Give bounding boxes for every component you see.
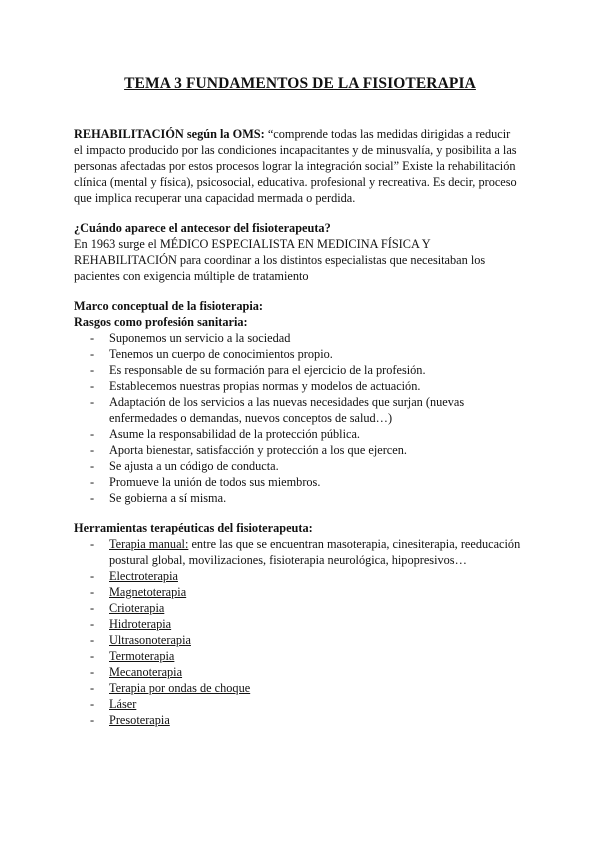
rehab-label: REHABILITACIÓN según la OMS:	[74, 127, 265, 141]
document-body	[74, 126, 522, 728]
list-item: - Termoterapia	[74, 648, 522, 664]
marco-heading: Marco conceptual de la fisioterapia:	[74, 299, 263, 313]
page-title: TEMA 3 FUNDAMENTOS DE LA FISIOTERAPIA	[124, 75, 476, 92]
list-item: - Presoterapia	[74, 712, 522, 728]
list-item: - Hidroterapia	[74, 616, 522, 632]
herramientas-heading: Herramientas terapéuticas del fisioterapeuta:	[74, 521, 313, 535]
list-item: - Aporta bienestar, satisfacción y protección a los que ejercen.	[74, 442, 522, 458]
list-item: - Magnetoterapia	[74, 584, 522, 600]
list-item: - Se ajusta a un código de conducta.	[74, 458, 522, 474]
list-item: - Se gobierna a sí misma.	[74, 490, 522, 506]
rehab-text: “comprende todas las medidas dirigidas a reducir el impacto producido por las condiciones incapacitantes y de minusvalía, y posibilita a las personas afectadas por estos procesos lograr la integración social” Existe la rehabilitación clínica (mental y física), psicosocial, educativa. profesional y recreativa. Es decir, proceso que implica recuperar una capacidad mermada o perdida.	[74, 127, 517, 205]
list-item: - Crioterapia	[74, 600, 522, 616]
herramientas-list	[74, 536, 522, 728]
list-item: - Es responsable de su formación para el ejercicio de la profesión.	[74, 362, 522, 378]
list-item: - Suponemos un servicio a la sociedad	[74, 330, 522, 346]
list-item: - Mecanoterapia	[74, 664, 522, 680]
rasgos-list	[74, 330, 522, 506]
list-item: - Láser	[74, 696, 522, 712]
antecesor-question: ¿Cuándo aparece el antecesor del fisioterapeuta?	[74, 221, 331, 235]
list-item: - Terapia por ondas de choque	[74, 680, 522, 696]
list-item: - Electroterapia	[74, 568, 522, 584]
list-item	[74, 536, 522, 568]
terapia-manual-label: Terapia manual:	[109, 537, 189, 551]
list-item: - Tenemos un cuerpo de conocimientos propio.	[74, 346, 522, 362]
list-item: - Establecemos nuestras propias normas y modelos de actuación.	[74, 378, 522, 394]
marco-subheading: Rasgos como profesión sanitaria:	[74, 315, 248, 329]
herramientas-section	[74, 520, 522, 728]
rehab-paragraph	[74, 126, 522, 206]
list-item: - Promueve la unión de todos sus miembros.	[74, 474, 522, 490]
antecesor-section	[74, 220, 522, 284]
list-item: - Ultrasonoterapia	[74, 632, 522, 648]
terapia-manual-text: entre las que se encuentran masoterapia, cinesiterapia, reeducación postural global, movilizaciones, fisioterapia neurológica, hipopresivos…	[109, 537, 521, 567]
marco-section	[74, 298, 522, 506]
list-item: - Asume la responsabilidad de la protección pública.	[74, 426, 522, 442]
list-item: - Adaptación de los servicios a las nuevas necesidades que surjan (nuevas enfermedades o demandas, nuevos conceptos de salud…)	[74, 394, 522, 426]
antecesor-answer: En 1963 surge el MÉDICO ESPECIALISTA EN MEDICINA FÍSICA Y REHABILITACIÓN para coordinar a los distintos especialistas que necesitaban los pacientes con exigencia múltiple de tratamiento	[74, 237, 486, 283]
